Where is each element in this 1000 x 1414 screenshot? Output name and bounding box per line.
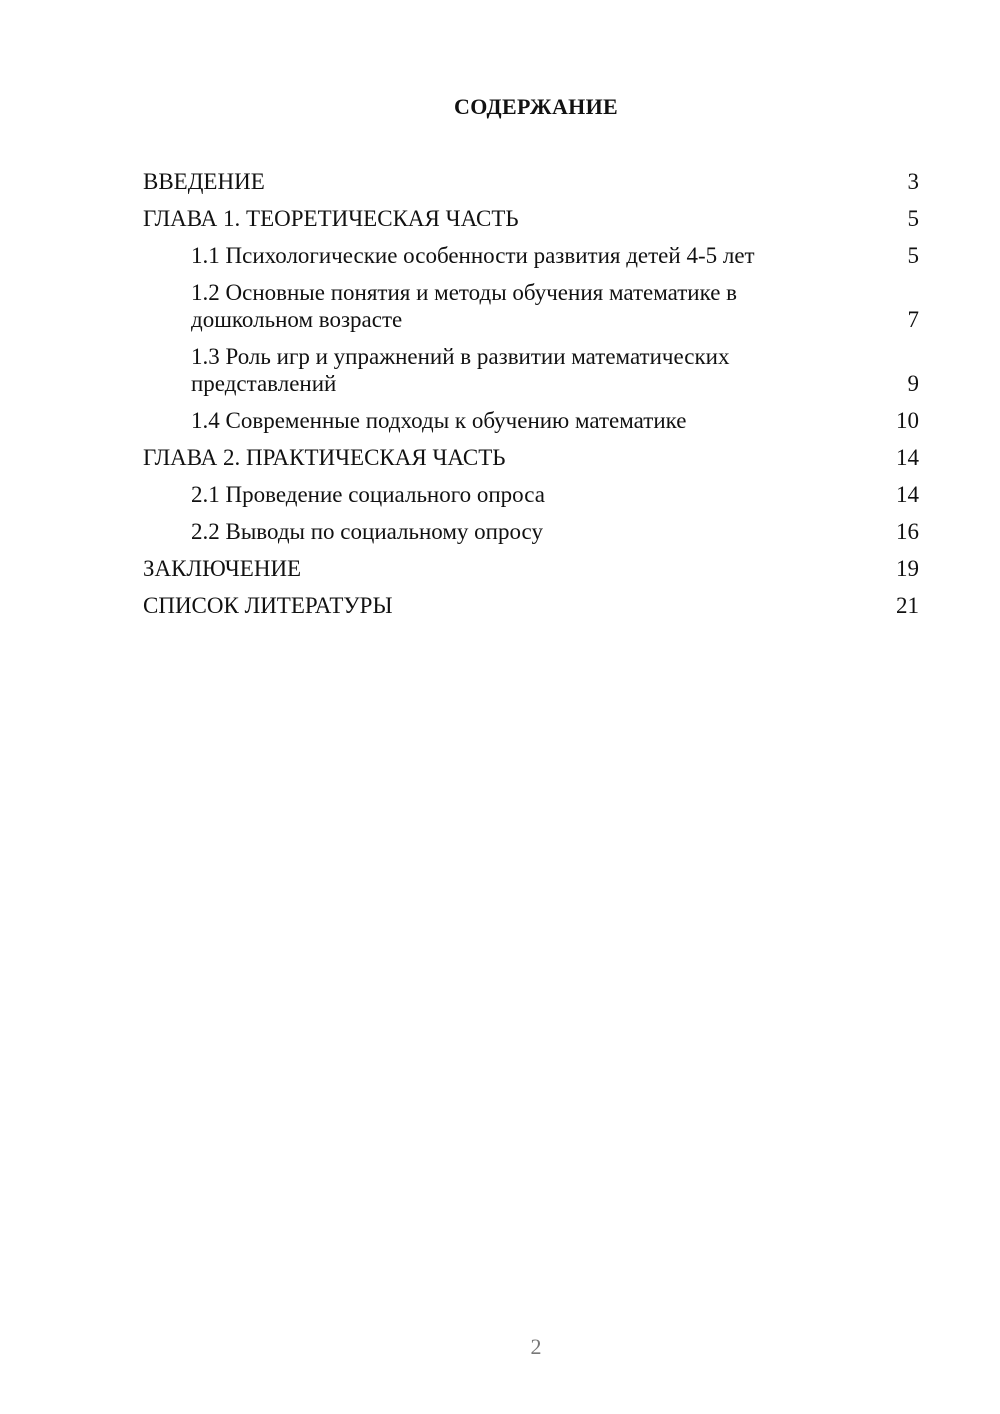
toc-entry-page: 9 (907, 371, 919, 396)
toc-entry-conclusion[interactable] (143, 555, 919, 582)
toc-entry-page: 19 (896, 556, 919, 581)
table-of-contents (143, 168, 919, 629)
toc-entry-page: 5 (907, 243, 919, 268)
toc-entry-section-1-3[interactable] (143, 343, 919, 397)
toc-entry-section-1-2[interactable] (143, 279, 919, 333)
toc-entry-label: ГЛАВА 2. ПРАКТИЧЕСКАЯ ЧАСТЬ (143, 445, 506, 470)
toc-entry-label: ВВЕДЕНИЕ (143, 169, 265, 194)
page-number: 2 (530, 1334, 542, 1359)
toc-entry-label: СПИСОК ЛИТЕРАТУРЫ (143, 593, 393, 618)
toc-entry-label: 2.2 Выводы по социальному опросу (191, 519, 543, 544)
toc-entry-section-1-4[interactable] (143, 407, 919, 434)
toc-entry-label: 1.3 Роль игр и упражнений в развитии математических представлений (191, 344, 730, 396)
toc-entry-page: 14 (896, 445, 919, 470)
toc-entry-section-2-2[interactable] (143, 518, 919, 545)
toc-entry-page: 7 (907, 307, 919, 332)
toc-entry-label: ЗАКЛЮЧЕНИЕ (143, 556, 302, 581)
toc-entry-label: 2.1 Проведение социального опроса (191, 482, 545, 507)
toc-entry-label: 1.1 Психологические особенности развития детей 4-5 лет (191, 243, 755, 268)
toc-entry-label: 1.4 Современные подходы к обучению математике (191, 408, 687, 433)
toc-entry-section-1-1[interactable] (143, 242, 919, 269)
toc-entry-chapter-2[interactable] (143, 444, 919, 471)
toc-entry-section-2-1[interactable] (143, 481, 919, 508)
toc-entry-page: 14 (896, 482, 919, 507)
toc-entry-page: 21 (896, 593, 919, 618)
toc-entry-page: 16 (896, 519, 919, 544)
page-title: СОДЕРЖАНИЕ (454, 94, 618, 119)
toc-entry-page: 3 (907, 169, 919, 194)
toc-entry-label: ГЛАВА 1. ТЕОРЕТИЧЕСКАЯ ЧАСТЬ (143, 206, 519, 231)
toc-entry-label: 1.2 Основные понятия и методы обучения математике в дошкольном возрасте (191, 280, 738, 332)
toc-entry-chapter-1[interactable] (143, 205, 919, 232)
toc-entry-references[interactable] (143, 592, 919, 619)
toc-entry-introduction[interactable] (143, 168, 919, 195)
toc-entry-page: 5 (907, 206, 919, 231)
toc-entry-page: 10 (896, 408, 919, 433)
